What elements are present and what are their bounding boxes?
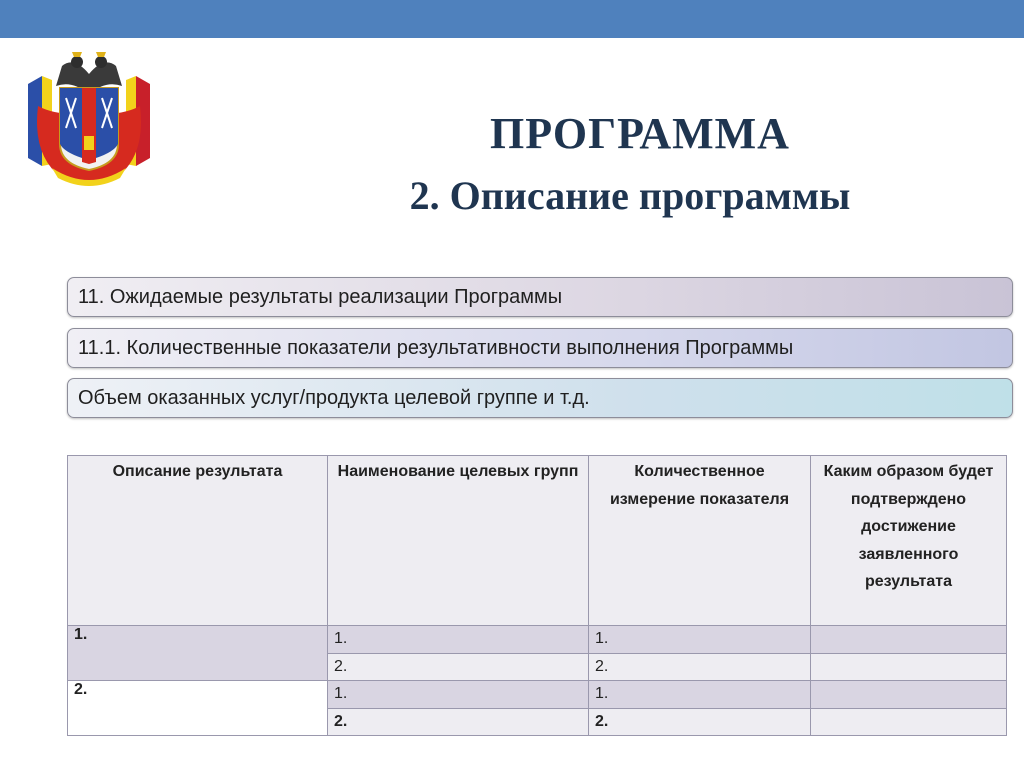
measure-cell: 2. — [589, 708, 811, 736]
target-group-cell: 2. — [328, 653, 589, 681]
result-number-cell: 2. — [68, 681, 328, 736]
column-header-quantitative-measure: Количественное измерение показателя — [589, 456, 811, 626]
section-band-quantitative-indicators: 11.1. Количественные показатели результативности выполнения Программы — [67, 328, 1013, 368]
results-table — [67, 455, 1007, 736]
section-band-services-volume: Объем оказанных услуг/продукта целевой группе и т.д. — [67, 378, 1013, 418]
column-header-confirmation-method: Каким образом будет подтверждено достижение заявленного результата — [811, 456, 1007, 626]
table-header-row — [68, 456, 1007, 626]
target-group-cell: 1. — [328, 681, 589, 709]
table-row — [68, 681, 1007, 709]
measure-cell: 1. — [589, 626, 811, 654]
column-header-result-description: Описание результата — [68, 456, 328, 626]
column-header-target-groups: Наименование целевых групп — [328, 456, 589, 626]
confirmation-cell — [811, 626, 1007, 654]
page-subtitle: 2. Описание программы — [409, 173, 851, 218]
target-group-cell: 1. — [328, 626, 589, 654]
target-group-cell: 2. — [328, 708, 589, 736]
measure-cell: 2. — [589, 653, 811, 681]
coat-of-arms-icon — [22, 46, 156, 188]
table-row — [68, 626, 1007, 654]
page-title: ПРОГРАММА — [490, 109, 790, 158]
measure-cell: 1. — [589, 681, 811, 709]
confirmation-cell — [811, 708, 1007, 736]
top-accent-bar — [0, 0, 1024, 38]
result-number-cell: 1. — [68, 626, 328, 681]
section-band-expected-results: 11. Ожидаемые результаты реализации Программы — [67, 277, 1013, 317]
confirmation-cell — [811, 653, 1007, 681]
confirmation-cell — [811, 681, 1007, 709]
